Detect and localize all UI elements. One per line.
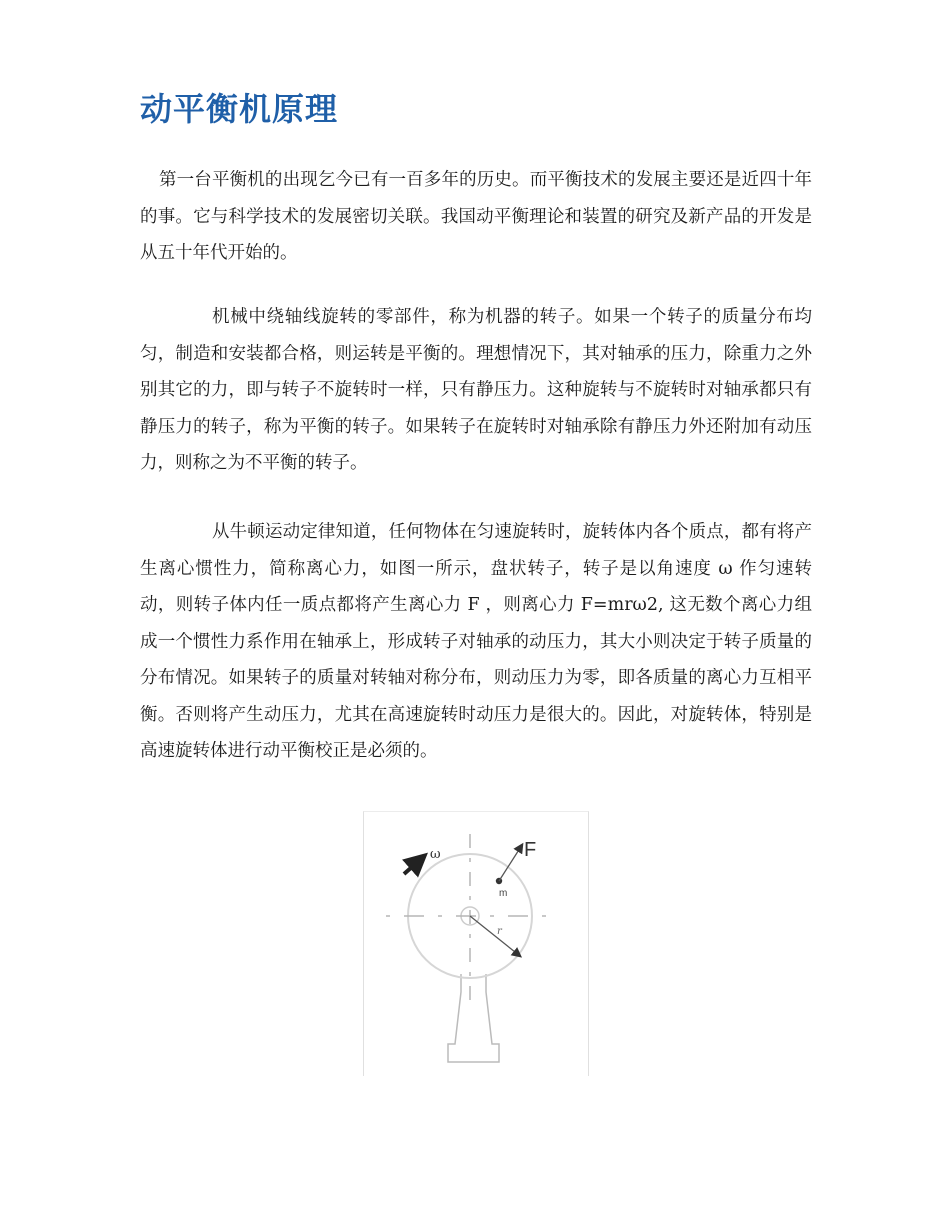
paragraph-rotor-definition: 机械中绕轴线旋转的零部件，称为机器的转子。如果一个转子的质量分布均匀，制造和安装都合格，则运转是平衡的。理想情况下，其对轴承的压力，除重力之外别其它的力，即与转子不旋转时一样，只有静压力。这种旋转与不旋转时对轴承都只有静压力的转子，称为平衡的转子。如果转子在旋转时对轴承除有静压力外还附加有动压力，则称之为不平衡的转子。 bbox=[140, 307, 812, 473]
page-title: 动平衡机原理 bbox=[140, 90, 339, 128]
paragraph-centrifugal-force: 从牛顿运动定律知道，任何物体在匀速旋转时，旋转体内各个质点，都有将产生离心惯性力，简称离心力，如图一所示，盘状转子，转子是以角速度 ω 作匀速转动，则转子体内任一质点都将产生离心力 F ，则离心力 F=mrω2, 这无数个离心力组成一个惯性力系作用在轴承上，形成转子对轴承的动压力，其大小则决定于转子质量的分布情况。如果转子的质量对转轴对称分布，则动压力为零，即各质量的离心力互相平衡。否则将产生动压力，尤其在高速旋转时动压力是很大的。因此，对旋转体，特别是高速旋转体进行动平衡校正是必须的。 bbox=[140, 522, 812, 761]
radius-arrow bbox=[470, 916, 520, 956]
force-label: F bbox=[524, 839, 537, 861]
rotor-diagram bbox=[363, 811, 589, 1076]
paragraph-history: 第一台平衡机的出现乞今已有一百多年的历史。而平衡技术的发展主要还是近四十年的事。它与科学技术的发展密切关联。我国动平衡理论和装置的研究及新产品的开发是从五十年代开始的。 bbox=[140, 170, 812, 263]
radius-label: r bbox=[497, 926, 502, 937]
pedestal-outline bbox=[448, 974, 499, 1062]
rotor-diagram-svg bbox=[364, 812, 588, 1076]
mass-label: m bbox=[499, 888, 508, 899]
omega-arrow bbox=[404, 858, 422, 874]
omega-label: ω bbox=[430, 847, 441, 862]
